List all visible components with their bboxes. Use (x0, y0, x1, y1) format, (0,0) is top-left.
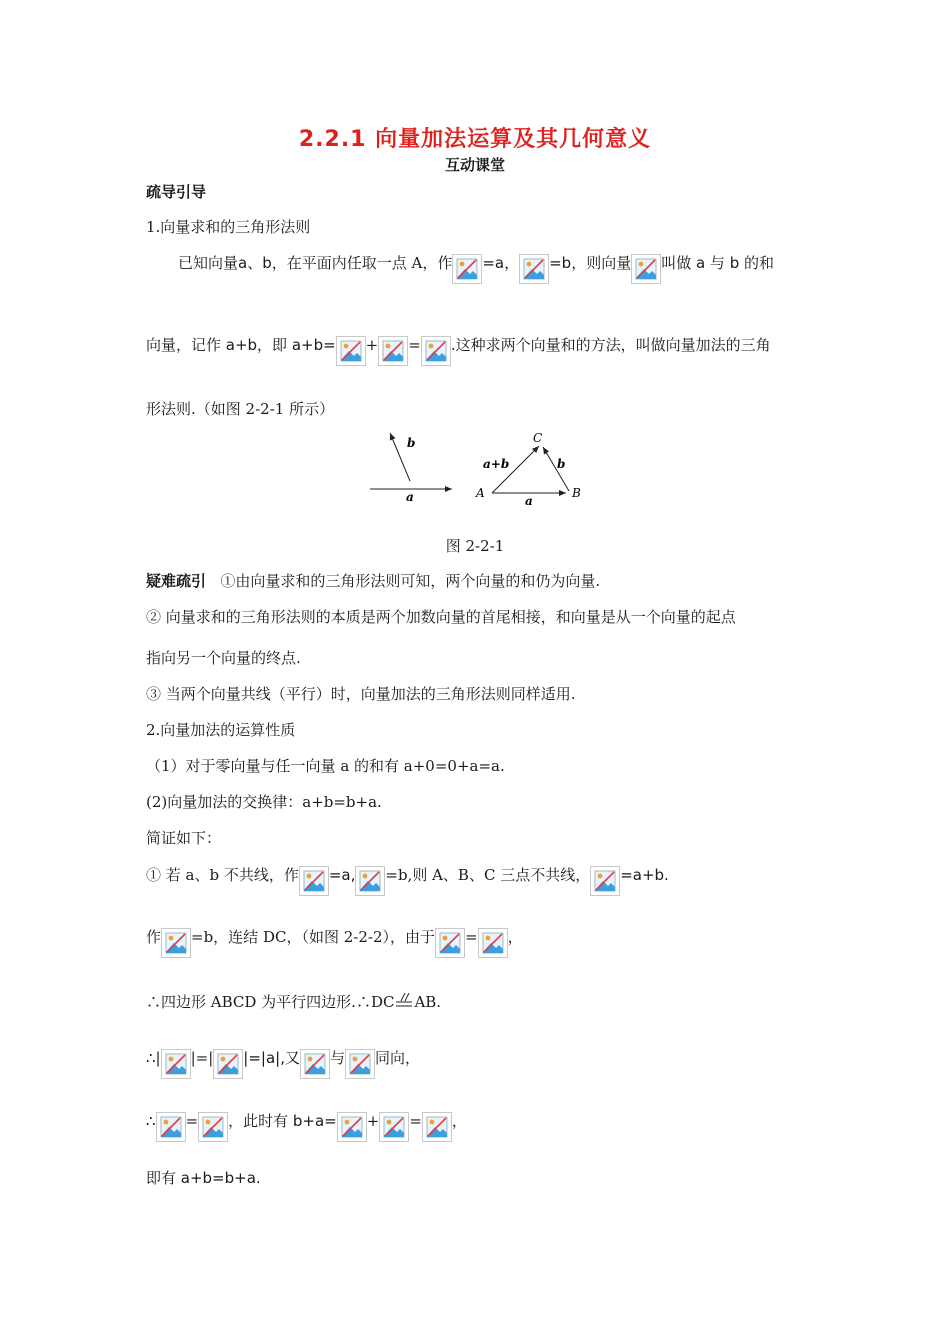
text: = (409, 1112, 422, 1130)
point-A: A (476, 486, 485, 500)
difficulty-note-1 (146, 570, 600, 591)
section-heading-difficulty: 疑难疏引 (146, 572, 207, 590)
difficulty-note-2a: ② 向量求和的三角形法则的本质是两个加数向量的首尾相接，和向量是从一个向量的起点 (146, 608, 736, 626)
label-a-plus-b: a+b (483, 457, 510, 471)
broken-image-icon (300, 1049, 330, 1079)
text: = (408, 336, 421, 354)
label-a-left: a (406, 490, 414, 504)
broken-image-icon (519, 254, 549, 284)
text: 叫做 a 与 b 的和 (661, 254, 774, 272)
text: ，此时有 b+a= (228, 1112, 337, 1130)
page-title: 2.2.1 向量加法运算及其几何意义 (298, 127, 652, 152)
text: = (465, 928, 478, 946)
difficulty-note-2b: 指向另一个向量的终点. (146, 649, 301, 667)
proof-line-2 (146, 926, 523, 958)
text: a、b (238, 254, 272, 272)
property-2: (2)向量加法的交换律：a+b=b+a. (146, 793, 382, 811)
broken-image-icon (299, 866, 329, 896)
page-subtitle: 互动课堂 (444, 156, 505, 174)
text: 向量，记作 a+b，即 a+b= (146, 336, 336, 354)
text: .这种求两个向量和的方法，叫做向量加法的三角 (450, 336, 771, 354)
text: |=|a|,又 (243, 1049, 300, 1067)
figure-caption: 图 2-2-1 (445, 537, 505, 555)
text: ∴ (146, 1112, 156, 1130)
section-heading-guide: 疏导引导 (146, 183, 207, 201)
text: ，在平面内任取一点 A，作 (271, 254, 453, 272)
proof-line-4 (146, 1047, 420, 1079)
broken-image-icon (213, 1049, 243, 1079)
text: 已知向量 (178, 254, 239, 272)
vector-addition-figure (360, 425, 600, 515)
broken-image-icon (478, 928, 508, 958)
text: + (366, 1112, 380, 1130)
broken-image-icon (590, 866, 620, 896)
text: ①由向量求和的三角形法则可知，两个向量的和仍为向量. (220, 572, 601, 590)
label-a-right: a (525, 494, 533, 508)
property-1: （1）对于零向量与任一向量 a 的和有 a+0=0+a=a. (146, 757, 505, 775)
broken-image-icon (631, 254, 661, 284)
text: 与 (330, 1049, 346, 1067)
broken-image-icon (156, 1112, 186, 1142)
proof-intro: 简证如下： (146, 829, 222, 847)
proof-line-3 (146, 991, 441, 1012)
text: ， (507, 928, 523, 946)
text: =a, (328, 866, 356, 884)
text: =b，连结 DC，（如图 2-2-2），由于 (191, 928, 435, 946)
text: 同向， (375, 1049, 421, 1067)
text: |=| (190, 1049, 214, 1067)
broken-image-icon (161, 928, 191, 958)
text: = (185, 1112, 199, 1130)
text: =b,则 A、B、C 三点不共线， (385, 866, 591, 884)
point-C: C (533, 431, 543, 445)
text: ∴| (146, 1049, 161, 1067)
text: ① 若 a、b 不共线，作 (146, 866, 299, 884)
broken-image-icon (452, 254, 482, 284)
paragraph-line-1 (178, 252, 774, 284)
proof-line-1 (146, 864, 669, 896)
broken-image-icon (379, 1112, 409, 1142)
broken-image-icon (355, 866, 385, 896)
broken-image-icon (435, 928, 465, 958)
text: AB. (414, 993, 442, 1011)
text: =b，则向量 (549, 254, 632, 272)
broken-image-icon (161, 1049, 191, 1079)
text: ， (451, 1112, 467, 1130)
broken-image-icon (421, 336, 451, 366)
text: =a， (482, 254, 520, 272)
proof-conclusion: 即有 a+b=b+a. (146, 1169, 261, 1187)
broken-image-icon (378, 336, 408, 366)
text: ∴四边形 ABCD 为平行四边形.∴DC (146, 993, 395, 1011)
point-B: B (572, 486, 581, 500)
text: + (365, 336, 379, 354)
paragraph-line-3: 形法则.（如图 2-2-1 所示） (146, 400, 335, 418)
item-properties: 2.向量加法的运算性质 (146, 721, 296, 739)
paragraph-line-2 (146, 334, 771, 366)
broken-image-icon (422, 1112, 452, 1142)
label-b-right: b (557, 457, 566, 471)
label-b-left: b (407, 436, 416, 450)
broken-image-icon (198, 1112, 228, 1142)
text: 作 (146, 928, 162, 946)
broken-image-icon (345, 1049, 375, 1079)
difficulty-note-3: ③ 当两个向量共线（平行）时，向量加法的三角形法则同样适用. (146, 685, 576, 703)
broken-image-icon (337, 1112, 367, 1142)
item-triangle-rule: 1.向量求和的三角形法则 (146, 218, 311, 236)
proof-line-5 (146, 1110, 467, 1142)
text: =a+b. (620, 866, 669, 884)
broken-image-icon (336, 336, 366, 366)
parallel-equal-symbol (394, 993, 414, 1009)
